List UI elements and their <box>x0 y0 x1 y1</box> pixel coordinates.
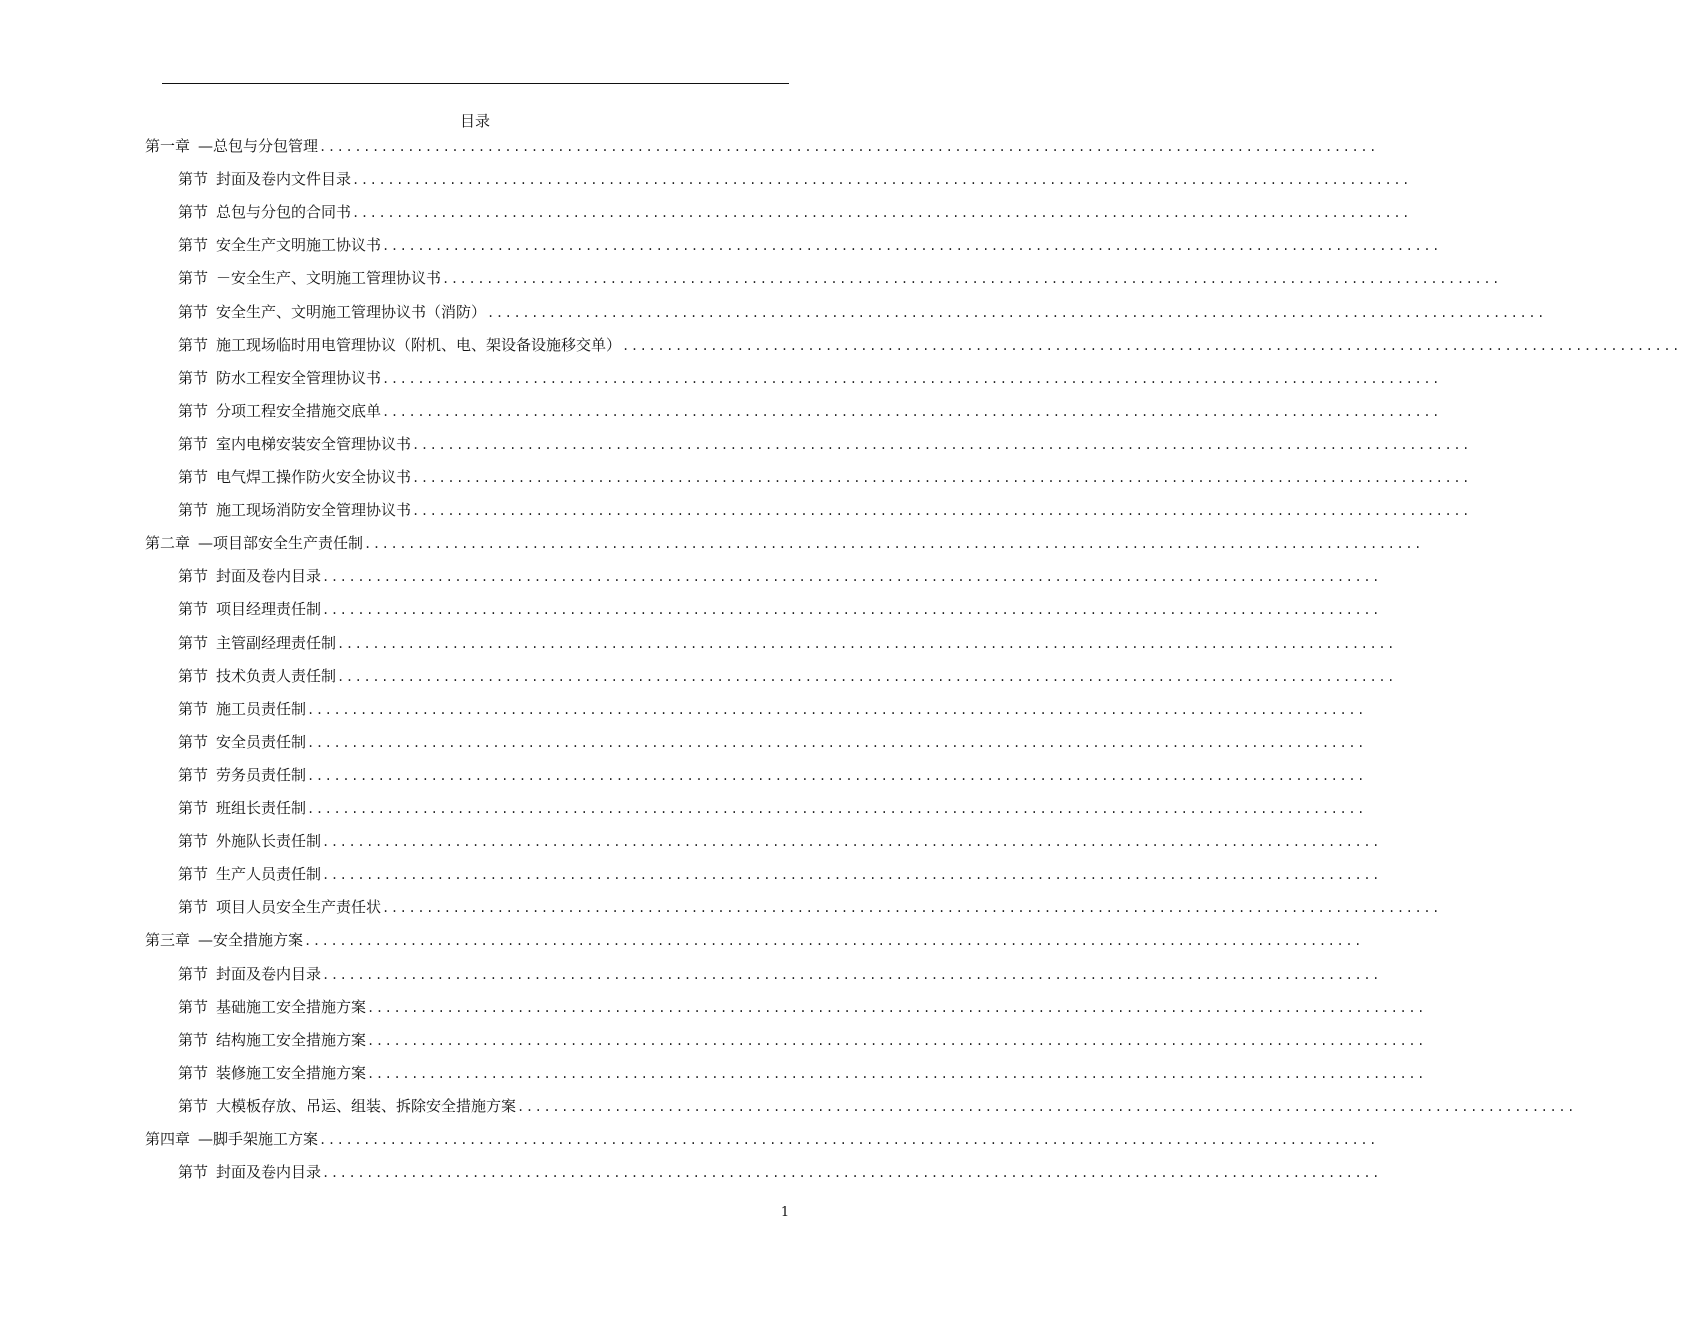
toc-dot-leader: ........................................................................................................................ <box>322 835 1381 850</box>
toc-entry-text <box>178 334 621 356</box>
toc-entry-label: 第二章 <box>145 534 191 553</box>
toc-entry-section[interactable] <box>178 996 1426 1018</box>
toc-entry-title: 劳务员责任制 <box>216 765 307 784</box>
toc-entry-label: 第节 <box>178 1163 209 1182</box>
toc-entry-text <box>178 1062 366 1084</box>
toc-entry-label: 第节 <box>178 964 209 983</box>
toc-entry-text <box>178 1095 516 1117</box>
toc-entry-text <box>178 1161 321 1183</box>
toc-entry-text <box>178 698 306 720</box>
toc-dot-leader: ........................................................................................................................ <box>322 570 1381 585</box>
toc-entry-label: 第节 <box>178 236 209 255</box>
toc-entry-label: 第四章 <box>145 1130 191 1148</box>
toc-entry-label: 第节 <box>178 865 209 884</box>
toc-entry-title: 结构施工安全措施方案 <box>216 1030 367 1049</box>
toc-entry-section[interactable] <box>178 665 1396 687</box>
toc-entry-text <box>178 267 441 289</box>
toc-entry-title: 室内电梯安装安全管理协议书 <box>216 434 412 453</box>
toc-entry-section[interactable] <box>178 433 1471 455</box>
toc-entry-text <box>178 301 486 323</box>
toc-entry-title: 施工现场消防安全管理协议书 <box>216 501 412 520</box>
toc-entry-text <box>178 996 366 1018</box>
toc-entry-section[interactable] <box>178 267 1501 289</box>
toc-entry-title: 项目人员安全生产责任状 <box>216 898 382 917</box>
toc-entry-title: 封面及卷内目录 <box>216 964 322 983</box>
toc-entry-title: 技术负责人责任制 <box>216 666 337 685</box>
toc-entry-text <box>178 1029 366 1051</box>
toc-entry-title: 电气焊工操作防火安全协议书 <box>216 468 412 486</box>
toc-dot-leader: ........................................................................................................................ <box>382 239 1441 254</box>
toc-entry-label: 第节 <box>178 600 209 619</box>
toc-entry-section[interactable] <box>178 863 1381 885</box>
toc-dot-leader: ........................................................................................................................ <box>307 768 1366 783</box>
toc-entry-label: 第节 <box>178 302 209 321</box>
toc-dot-leader: ........................................................................................................................ <box>622 338 1681 353</box>
toc-entry-section[interactable] <box>178 499 1471 521</box>
toc-entry-label: 第节 <box>178 1063 209 1082</box>
toc-entry-label: 第节 <box>178 170 209 189</box>
toc-dot-leader: ........................................................................................................................ <box>304 934 1363 949</box>
toc-dot-leader: ........................................................................................................................ <box>307 735 1366 750</box>
toc-entry-text <box>178 863 321 885</box>
toc-entry-text <box>178 466 411 488</box>
toc-dot-leader: ........................................................................................................................ <box>322 603 1381 618</box>
toc-entry-section[interactable] <box>178 367 1441 389</box>
toc-entry-text <box>178 168 351 190</box>
toc-entry-label: 第节 <box>178 567 209 586</box>
toc-entry-text <box>178 896 381 918</box>
toc-dot-leader: ........................................................................................................................ <box>382 901 1441 916</box>
toc-entry-section[interactable] <box>178 598 1381 620</box>
toc-entry-label: 第节 <box>178 699 209 718</box>
toc-entry-title: 装修施工安全措施方案 <box>216 1063 367 1082</box>
toc-entry-chapter[interactable] <box>145 135 1378 157</box>
toc-entry-section[interactable] <box>178 301 1546 323</box>
toc-entry-text <box>178 367 381 389</box>
toc-entry-title: 项目经理责任制 <box>216 600 322 619</box>
toc-entry-label: 第节 <box>178 368 209 387</box>
toc-entry-label: 第一章 <box>145 137 191 155</box>
toc-dot-leader: ........................................................................................................................ <box>487 305 1546 320</box>
toc-entry-label: 第节 <box>178 666 209 685</box>
toc-entry-section[interactable] <box>178 1161 1381 1183</box>
toc-entry-section[interactable] <box>178 334 1681 356</box>
toc-dot-leader: ........................................................................................................................ <box>367 1000 1426 1015</box>
toc-entry-section[interactable] <box>178 632 1396 654</box>
toc-entry-section[interactable] <box>178 565 1381 587</box>
toc-entry-title: —脚手架施工方案 <box>198 1130 319 1148</box>
toc-dot-leader: ........................................................................................................................ <box>382 404 1441 419</box>
toc-entry-label: 第节 <box>178 468 209 486</box>
toc-entry-title: 封面及卷内目录 <box>216 567 322 586</box>
toc-dot-leader: ........................................................................................................................ <box>352 206 1411 221</box>
toc-entry-title: 班组长责任制 <box>216 799 307 817</box>
toc-entry-label: 第节 <box>178 1096 209 1115</box>
toc-entry-chapter[interactable] <box>145 532 1423 554</box>
toc-entry-section[interactable] <box>178 1095 1576 1117</box>
toc-entry-chapter[interactable] <box>145 929 1363 951</box>
toc-entry-title: 安全员责任制 <box>216 732 307 751</box>
toc-entry-title: 封面及卷内目录 <box>216 1163 322 1182</box>
header-rule <box>162 83 789 84</box>
toc-entry-title: 大模板存放、吊运、组装、拆除安全措施方案 <box>216 1096 517 1115</box>
toc-dot-leader: ........................................................................................................................ <box>412 504 1471 519</box>
toc-entry-label: 第节 <box>178 501 209 520</box>
toc-dot-leader: ........................................................................................................................ <box>307 802 1366 816</box>
toc-entry-text <box>145 532 363 554</box>
toc-entry-title: —安全措施方案 <box>198 931 304 950</box>
toc-entry-section[interactable] <box>178 731 1366 753</box>
toc-dot-leader: ........................................................................................................................ <box>322 967 1381 982</box>
toc-entry-title: 施工现场临时用电管理协议（附机、电、架设备设施移交单） <box>216 335 622 354</box>
toc-entry-title: 防水工程安全管理协议书 <box>216 368 382 387</box>
toc-entry-text <box>178 234 381 256</box>
toc-entry-chapter[interactable] <box>145 1128 1378 1150</box>
toc-entry-label: 第节 <box>178 832 209 851</box>
toc-entry-title: 生产人员责任制 <box>216 865 322 884</box>
toc-entry-text <box>178 797 306 819</box>
toc-entry-label: 第节 <box>178 799 209 817</box>
toc-entry-label: 第节 <box>178 765 209 784</box>
toc-dot-leader: ........................................................................................................................ <box>322 868 1381 883</box>
toc-entry-text <box>178 665 336 687</box>
toc-entry-title: 主管副经理责任制 <box>216 633 337 652</box>
toc-entry-section[interactable] <box>178 201 1411 223</box>
toc-entry-label: 第节 <box>178 335 209 354</box>
toc-entry-title: 施工员责任制 <box>216 699 307 718</box>
toc-entry-text <box>178 731 306 753</box>
toc-entry-section[interactable] <box>178 400 1441 422</box>
toc-entry-text <box>178 499 411 521</box>
toc-entry-title: 安全生产、文明施工管理协议书（消防） <box>216 302 487 321</box>
toc-entry-label: 第三章 <box>145 931 191 950</box>
toc-entry-text <box>178 764 306 786</box>
toc-dot-leader: ........................................................................................................................ <box>364 537 1423 552</box>
toc-entry-label: 第节 <box>178 898 209 917</box>
toc-dot-leader: ........................................................................................................................ <box>442 272 1501 287</box>
toc-entry-title: —总包与分包管理 <box>198 137 319 155</box>
toc-entry-text <box>145 135 318 157</box>
toc-dot-leader: ........................................................................................................................ <box>517 1099 1576 1114</box>
toc-entry-label: 第节 <box>178 633 209 652</box>
toc-entry-section[interactable] <box>178 1062 1426 1084</box>
toc-entry-section[interactable] <box>178 168 1411 190</box>
toc-entry-label: 第节 <box>178 203 209 222</box>
toc-entry-title: 安全生产文明施工协议书 <box>216 236 382 255</box>
toc-dot-leader: ........................................................................................................................ <box>382 371 1441 386</box>
toc-dot-leader: ........................................................................................................................ <box>319 1133 1378 1147</box>
toc-entry-title: 外施队长责任制 <box>216 832 322 851</box>
toc-entry-label: 第节 <box>178 269 209 288</box>
toc-dot-leader: ........................................................................................................................ <box>367 1033 1426 1048</box>
toc-entry-label: 第节 <box>178 434 209 453</box>
toc-entry-label: 第节 <box>178 1030 209 1049</box>
toc-entry-section[interactable] <box>178 234 1441 256</box>
toc-dot-leader: ........................................................................................................................ <box>307 702 1366 717</box>
toc-entry-text <box>178 830 321 852</box>
toc-entry-text <box>178 400 381 422</box>
toc-dot-leader: ........................................................................................................................ <box>337 669 1396 684</box>
toc-entry-title: 基础施工安全措施方案 <box>216 997 367 1016</box>
toc-entry-label: 第节 <box>178 732 209 751</box>
toc-entry-text <box>178 963 321 985</box>
toc-entry-title: —项目部安全生产责任制 <box>198 534 364 553</box>
toc-entry-text <box>178 433 411 455</box>
toc-entry-label: 第节 <box>178 997 209 1016</box>
toc-entry-section[interactable] <box>178 764 1366 786</box>
toc-entry-section[interactable] <box>178 466 1471 488</box>
toc-entry-text <box>145 1128 318 1150</box>
toc-entry-section[interactable] <box>178 830 1381 852</box>
toc-dot-leader: ........................................................................................................................ <box>412 471 1471 485</box>
toc-entry-text <box>178 201 351 223</box>
toc-entry-section[interactable] <box>178 698 1366 720</box>
toc-dot-leader: ........................................................................................................................ <box>322 1166 1381 1181</box>
toc-dot-leader: ........................................................................................................................ <box>337 636 1396 651</box>
toc-dot-leader: ........................................................................................................................ <box>319 140 1378 154</box>
toc-entry-text <box>178 565 321 587</box>
toc-dot-leader: ........................................................................................................................ <box>367 1066 1426 1081</box>
toc-entry-section[interactable] <box>178 1029 1426 1051</box>
page-number: 1 <box>780 1205 790 1220</box>
toc-entry-text <box>178 632 336 654</box>
toc-entry-title: 总包与分包的合同书 <box>216 203 352 222</box>
toc-entry-title: 封面及卷内文件目录 <box>216 170 352 189</box>
toc-entry-section[interactable] <box>178 963 1381 985</box>
toc-entry-text <box>145 929 303 951</box>
toc-title: 目录 <box>459 112 490 130</box>
toc-entry-title: －安全生产、文明施工管理协议书 <box>216 269 442 288</box>
toc-entry-section[interactable] <box>178 797 1366 819</box>
toc-entry-title: 分项工程安全措施交底单 <box>216 401 382 420</box>
toc-dot-leader: ........................................................................................................................ <box>412 437 1471 452</box>
toc-entry-section[interactable] <box>178 896 1441 918</box>
toc-dot-leader: ........................................................................................................................ <box>352 173 1411 188</box>
toc-entry-text <box>178 598 321 620</box>
toc-entry-label: 第节 <box>178 401 209 420</box>
